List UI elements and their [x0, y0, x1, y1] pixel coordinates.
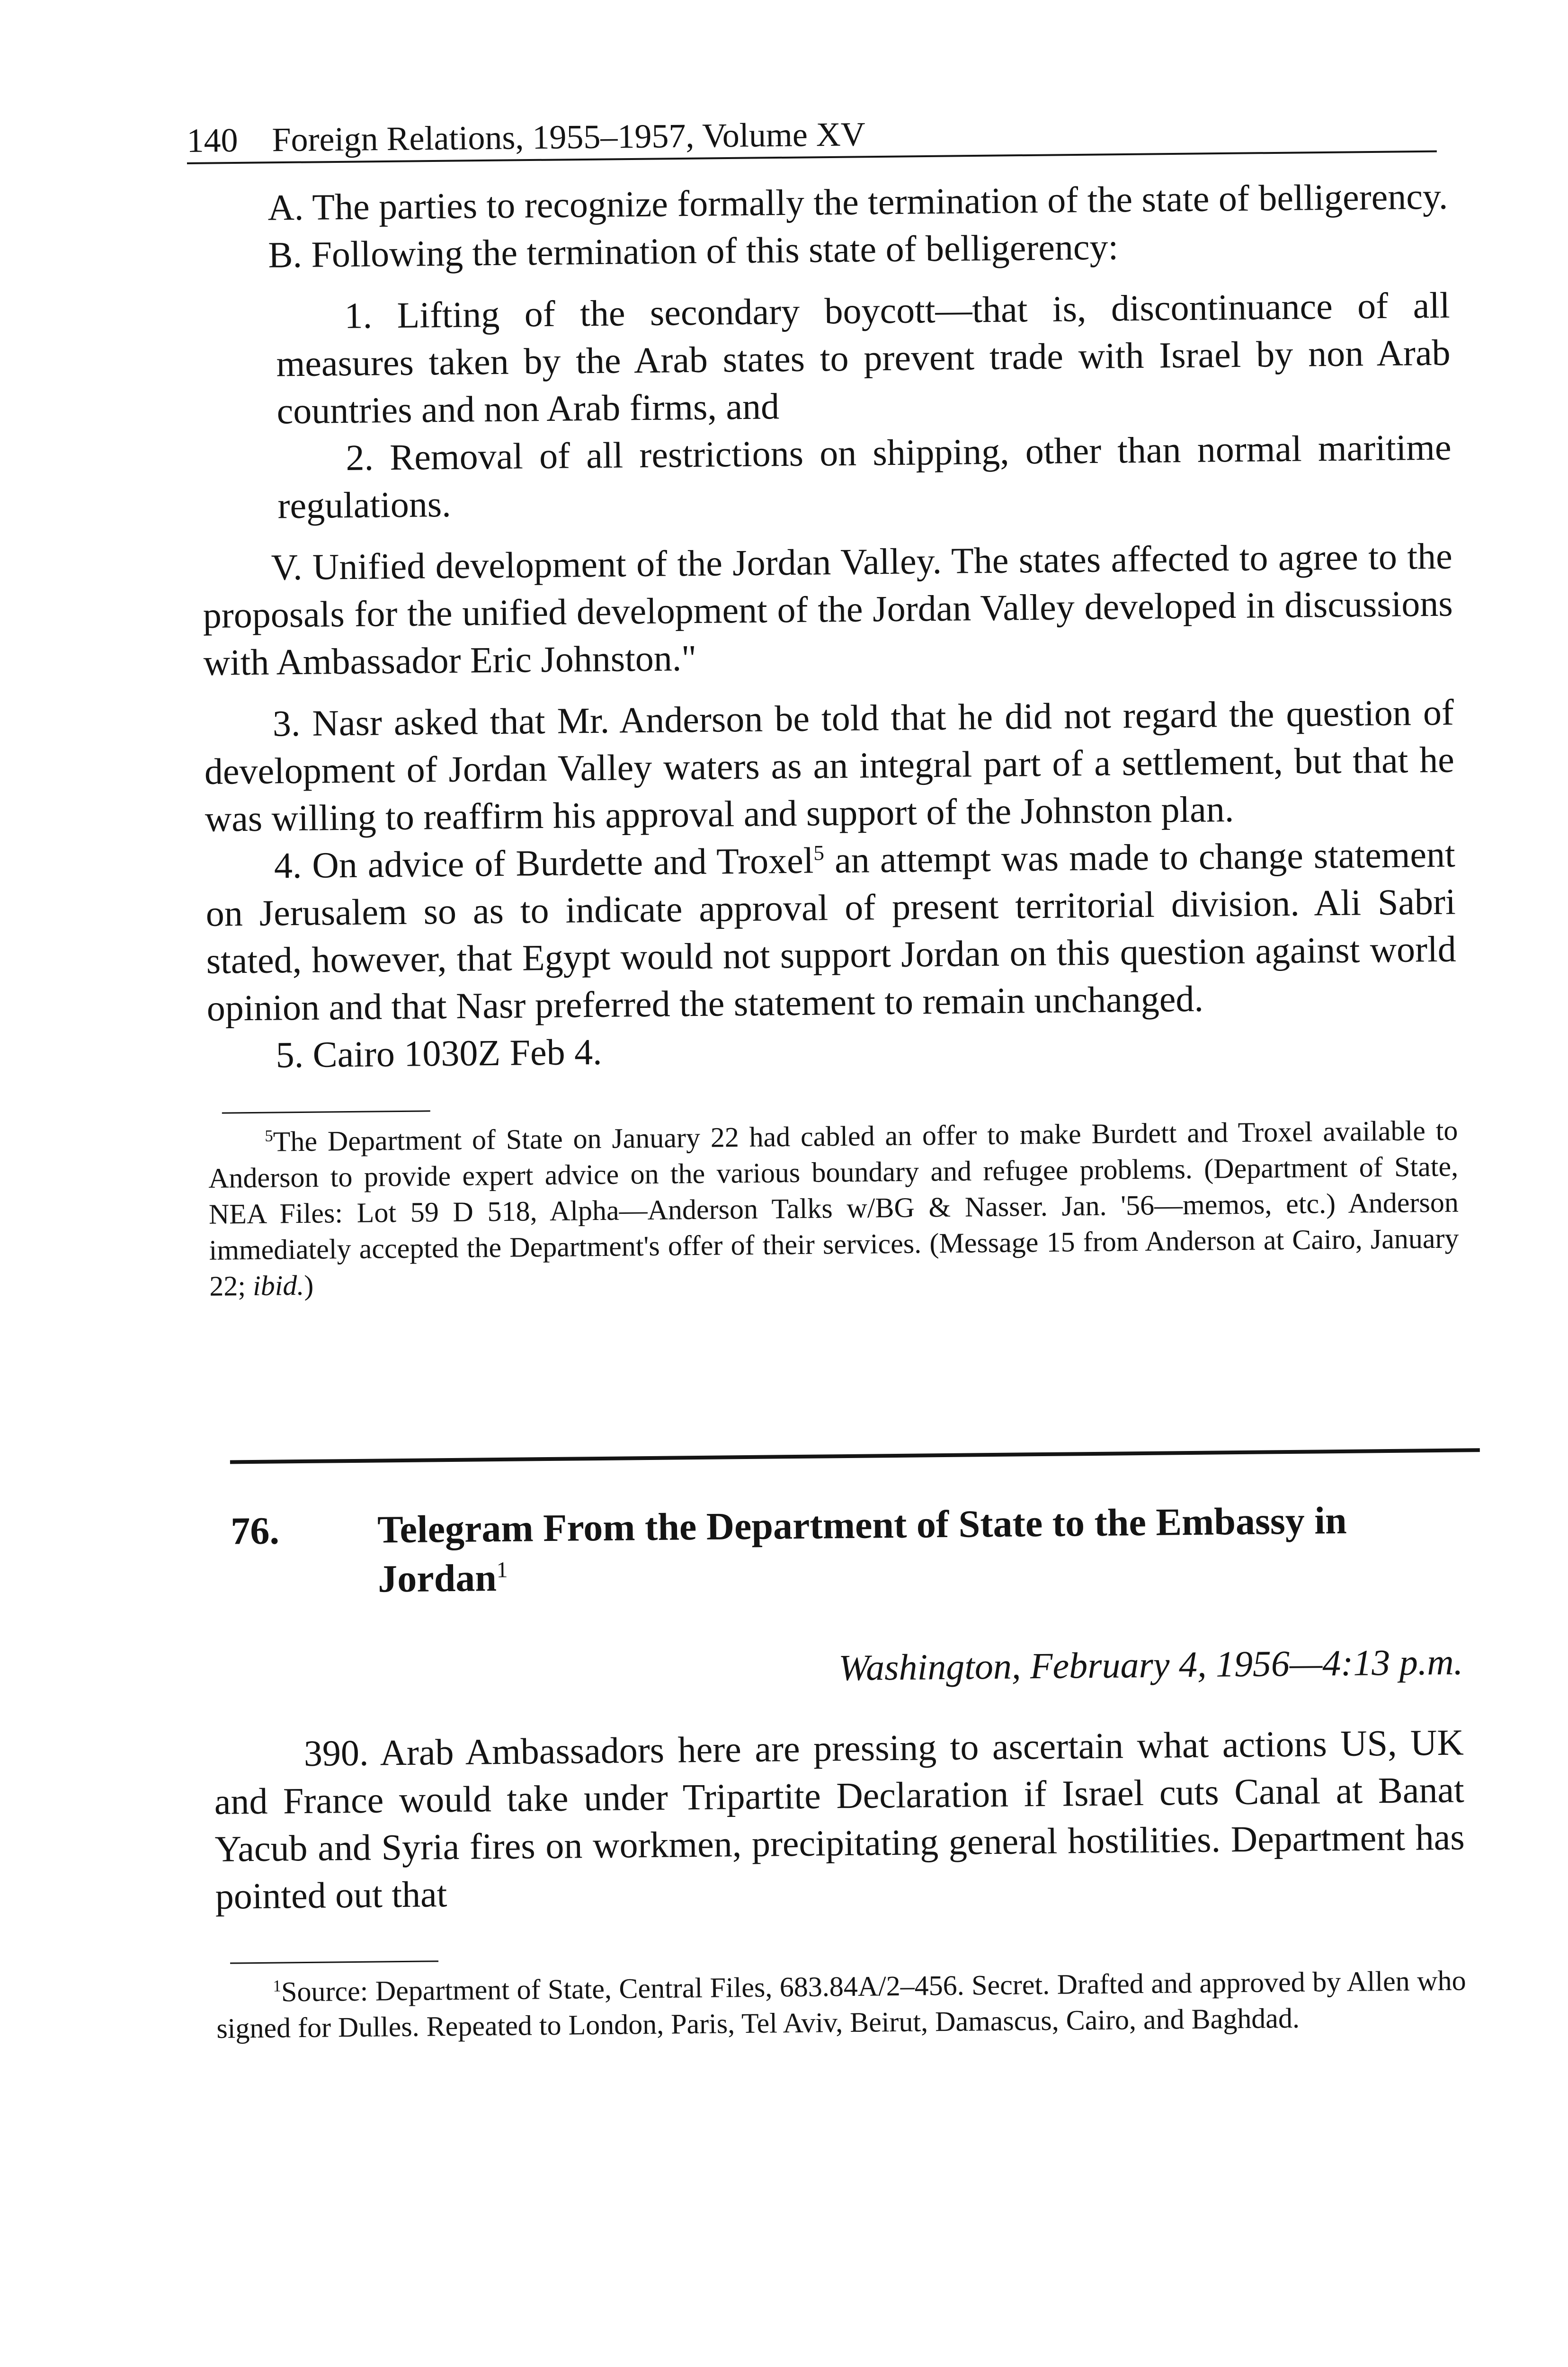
footnote-5: $^5$The Department of State on January 22 had cabled an offer to make Burdett and Troxel available to Anderson to provide expert advice on the various boundary and refugee problems. (Department of State, NEA Files: Lot 59 D 518, Alpha—Anderson Talks w/BG & Nasser. Jan. '56—memos, etc.) Anderson immediately accepted the Department's offer of their services. (Message 15 from Anderson at Cairo, January 22; ibid.) — [208, 1114, 1459, 1302]
telegram-paragraph: 390. Arab Ambassadors here are pressing to ascertain what actions US, UK and France would take under Tripartite Declaration if Israel cuts Canal at Banat Yacub and Syria fires on workmen, precipitating general hostilities. Department has pointed out that — [214, 1721, 1465, 1917]
sub-item-2: 2. Removal of all restrictions on shipping, other than normal maritime regulations. — [277, 426, 1452, 526]
document-heading — [231, 1495, 1462, 1605]
footnote-ref-5: 5 — [813, 841, 825, 865]
paragraph-a: A. The parties to recognize formally the termination of the state of belligerency. — [267, 175, 1448, 228]
paragraph-b: B. Following the termination of this state of belligerency: — [268, 226, 1119, 276]
footnote-marker: 5 — [265, 1126, 273, 1145]
sub-list — [200, 282, 1452, 530]
ibid: ibid. — [252, 1269, 304, 1302]
paragraph-4: 4. On advice of Burdette and Troxel$^5$ an attempt was made to change statement on Jerusalem so as to indicate approval of present territorial division. Ali Sabri stated, however, that Egypt would not support Jordan on this question against world opinion and that Nasr preferred the statement to remain unchanged. — [205, 833, 1457, 1029]
footnote-marker: 1 — [273, 1976, 282, 1995]
paragraph-v: V. Unified development of the Jordan Valley. The states affected to agree to the proposals for the unified development of the Jordan Valley developed in discussions with Ambassador Eric Johnston." — [203, 535, 1453, 683]
running-header — [187, 109, 1437, 164]
footnote-rule-2 — [230, 1960, 438, 1964]
paragraph-3: 3. Nasr asked that Mr. Anderson be told that he did not regard the question of development of Jordan Valley waters as an integral part of a settlement, but that he was willing to reaffirm his approval and support of the Johnston plan. — [204, 691, 1455, 839]
page-body — [199, 173, 1467, 2047]
document-title: Telegram From the Department of State to the Embassy in Jordan$^1$ — [377, 1498, 1347, 1601]
running-title: Foreign Relations, 1955–1957, Volume XV — [272, 115, 866, 159]
paragraph-5: 5. Cairo 1030Z Feb 4. — [276, 1031, 602, 1076]
footnote-1: $^1$Source: Department of State, Central Files, 683.84A/2–456. Secret. Drafted and approved by Allen who signed for Dulles. Repeated to London, Paris, Tel Aviv, Beirut, Damascus, Cairo, and Baghdad. — [216, 1965, 1466, 2044]
sub-item-1: 1. Lifting of the secondary boycott—that is, discontinuance of all measures taken by the Arab states to prevent trade with Israel by non Arab countries and non Arab firms, and — [276, 284, 1451, 432]
section-divider — [230, 1448, 1480, 1464]
footnote-ref-1: 1 — [496, 1557, 508, 1583]
dateline: Washington, February 4, 1956—4:13 p.m. — [838, 1641, 1463, 1689]
page-number: 140 — [187, 121, 238, 160]
document-number: 76. — [230, 1509, 280, 1553]
footnote-rule — [222, 1110, 430, 1113]
telegram-body — [214, 1719, 1465, 1920]
